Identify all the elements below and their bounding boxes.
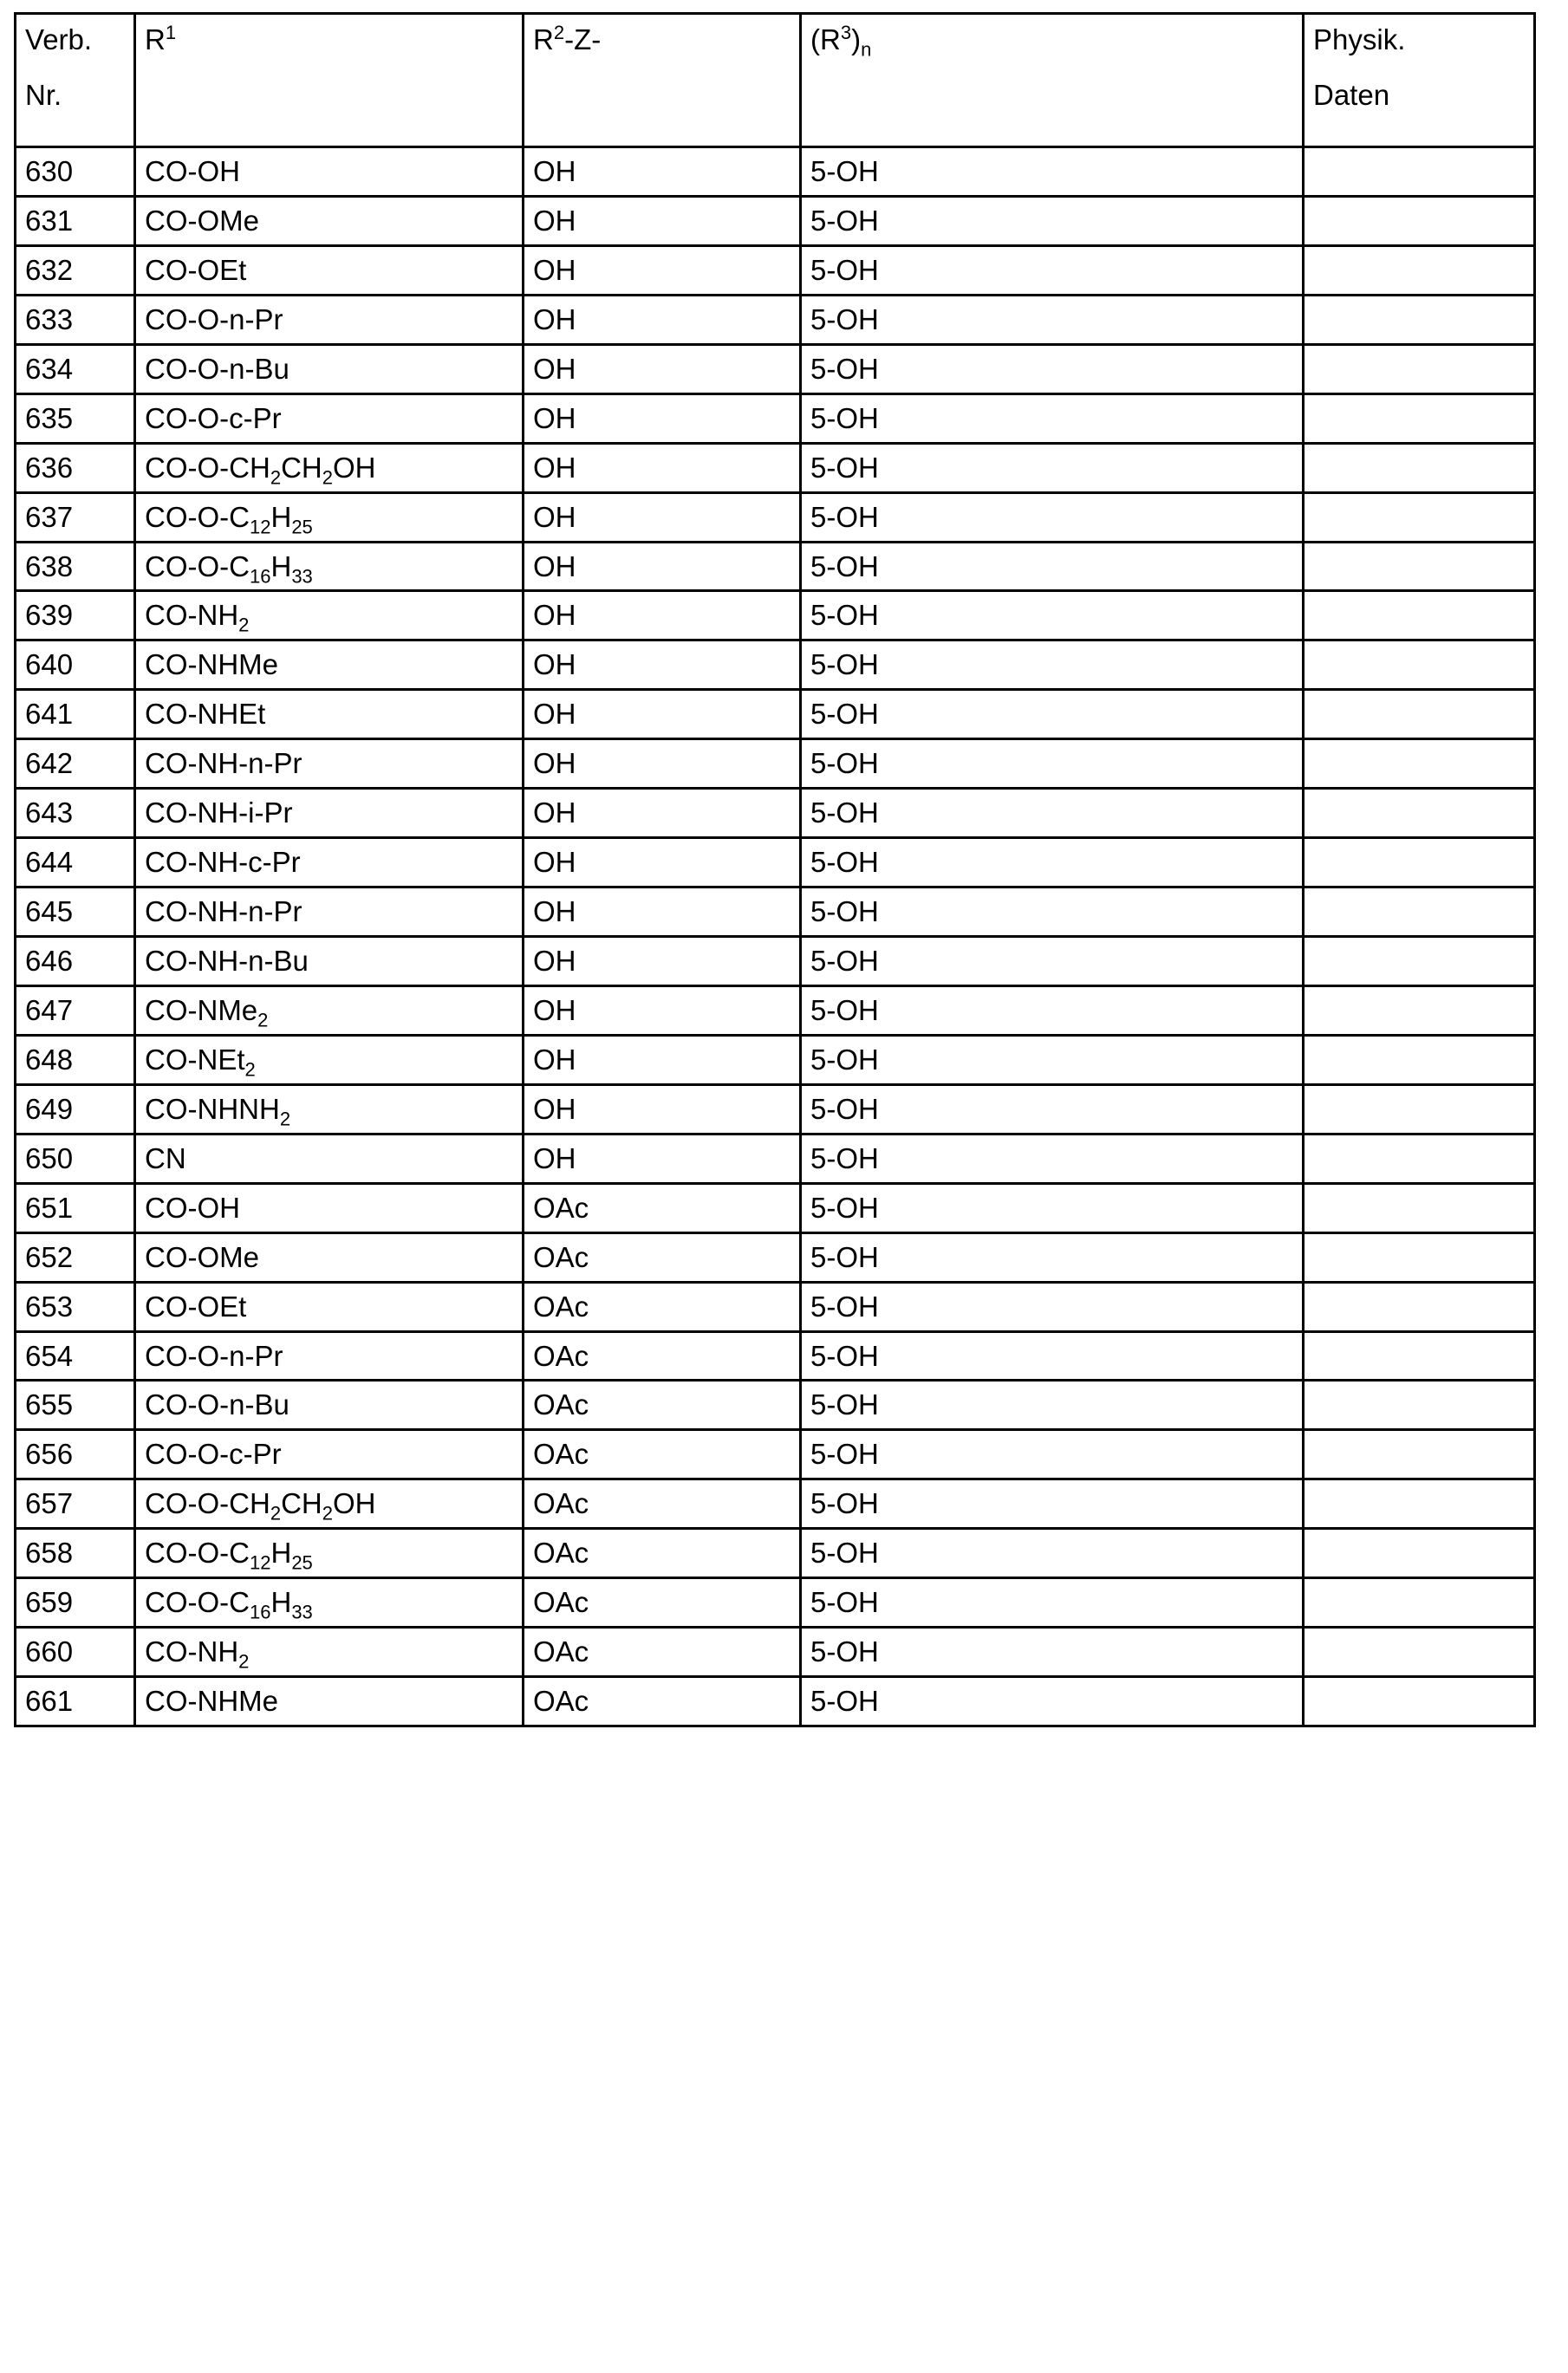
cell-r1: CO-NMe$_2$: [135, 985, 524, 1035]
cell-physical-data: [1304, 1134, 1535, 1183]
cell-compound-number: 653: [16, 1282, 135, 1331]
column-header-line1: $R^1$: [145, 22, 177, 55]
cell-r2z: OH: [524, 739, 801, 789]
cell-r1: $CO-O-C_{16}H_{33}$: [135, 542, 524, 591]
cell-physical-data: [1304, 1529, 1535, 1578]
cell-physical-data: [1304, 1035, 1535, 1084]
cell-r1: $CO-O-C_{12}H_{25}$: [135, 492, 524, 542]
table-row: [16, 147, 1535, 197]
cell-physical-data: [1304, 542, 1535, 591]
cell-r3n: 5-OH: [801, 245, 1304, 295]
column-header-r3n: [801, 14, 1304, 147]
cell-r1: CO-NH-n-Pr: [135, 739, 524, 789]
cell-compound-number: 637: [16, 492, 135, 542]
cell-r2z: OH: [524, 887, 801, 937]
table-row: [16, 1183, 1535, 1232]
cell-r1: $CO-O-CH_2CH_2OH$: [135, 443, 524, 492]
cell-physical-data: [1304, 838, 1535, 887]
cell-r2z: OH: [524, 245, 801, 295]
cell-compound-number: 648: [16, 1035, 135, 1084]
cell-r3n: 5-OH: [801, 1183, 1304, 1232]
cell-physical-data: [1304, 1331, 1535, 1381]
cell-r1: CO-OEt: [135, 1282, 524, 1331]
cell-physical-data: [1304, 443, 1535, 492]
cell-r2z: OH: [524, 789, 801, 838]
cell-compound-number: 651: [16, 1183, 135, 1232]
cell-r2z: OH: [524, 1084, 801, 1134]
cell-compound-number: 632: [16, 245, 135, 295]
cell-r2z: OH: [524, 591, 801, 640]
cell-compound-number: 650: [16, 1134, 135, 1183]
cell-compound-number: 642: [16, 739, 135, 789]
cell-r1: CO-NHMe: [135, 1677, 524, 1726]
compound-substituent-table: [14, 12, 1536, 1727]
table-row: [16, 887, 1535, 937]
cell-compound-number: 646: [16, 937, 135, 986]
cell-r3n: 5-OH: [801, 196, 1304, 245]
cell-r1: CO-OMe: [135, 1232, 524, 1282]
cell-physical-data: [1304, 887, 1535, 937]
cell-physical-data: [1304, 1183, 1535, 1232]
cell-r1: CO-O-n-Bu: [135, 1381, 524, 1430]
cell-r2z: OH: [524, 985, 801, 1035]
cell-r2z: OAc: [524, 1381, 801, 1430]
cell-r1: CO-OMe: [135, 196, 524, 245]
cell-physical-data: [1304, 739, 1535, 789]
cell-r3n: 5-OH: [801, 1282, 1304, 1331]
column-header-line1: Physik.: [1313, 23, 1406, 55]
column-header-line1: Verb.: [25, 23, 93, 55]
cell-r1: CO-O-n-Pr: [135, 295, 524, 344]
cell-r3n: 5-OH: [801, 937, 1304, 986]
cell-r2z: OH: [524, 147, 801, 197]
cell-r3n: 5-OH: [801, 887, 1304, 937]
cell-r3n: 5-OH: [801, 1529, 1304, 1578]
table-row: [16, 492, 1535, 542]
table-row: [16, 1529, 1535, 1578]
cell-compound-number: 635: [16, 393, 135, 443]
cell-compound-number: 644: [16, 838, 135, 887]
cell-physical-data: [1304, 295, 1535, 344]
table-row: [16, 739, 1535, 789]
cell-r1: CO-O-c-Pr: [135, 1430, 524, 1479]
cell-r2z: OAc: [524, 1677, 801, 1726]
cell-physical-data: [1304, 640, 1535, 690]
cell-physical-data: [1304, 344, 1535, 393]
table-row: [16, 393, 1535, 443]
column-header-line2: Nr.: [25, 78, 62, 111]
cell-r3n: 5-OH: [801, 838, 1304, 887]
cell-physical-data: [1304, 937, 1535, 986]
cell-compound-number: 647: [16, 985, 135, 1035]
cell-r1: $CO-O-CH_2CH_2OH$: [135, 1479, 524, 1529]
table-row: [16, 1430, 1535, 1479]
cell-r3n: 5-OH: [801, 295, 1304, 344]
cell-physical-data: [1304, 1381, 1535, 1430]
table-row: [16, 937, 1535, 986]
cell-compound-number: 654: [16, 1331, 135, 1381]
table-row: [16, 1479, 1535, 1529]
column-header-line1: $(R^3)_n$: [810, 22, 872, 61]
cell-compound-number: 658: [16, 1529, 135, 1578]
cell-r2z: OH: [524, 690, 801, 739]
cell-r2z: OH: [524, 542, 801, 591]
cell-r1: CO-O-n-Bu: [135, 344, 524, 393]
cell-r1: CO-NEt$_2$: [135, 1035, 524, 1084]
cell-r3n: 5-OH: [801, 492, 1304, 542]
cell-r1: CO-OH: [135, 1183, 524, 1232]
cell-r2z: OH: [524, 295, 801, 344]
cell-r2z: OH: [524, 937, 801, 986]
table-row: [16, 985, 1535, 1035]
table-row: [16, 690, 1535, 739]
cell-compound-number: 652: [16, 1232, 135, 1282]
table-row: [16, 1628, 1535, 1677]
cell-r3n: 5-OH: [801, 690, 1304, 739]
cell-r2z: OAc: [524, 1282, 801, 1331]
column-header-r2z: [524, 14, 801, 147]
cell-r3n: 5-OH: [801, 1134, 1304, 1183]
cell-compound-number: 639: [16, 591, 135, 640]
cell-compound-number: 633: [16, 295, 135, 344]
cell-r1: $CO-NHNH_2$: [135, 1084, 524, 1134]
cell-physical-data: [1304, 1430, 1535, 1479]
cell-r3n: 5-OH: [801, 1381, 1304, 1430]
cell-physical-data: [1304, 1282, 1535, 1331]
table-row: [16, 443, 1535, 492]
column-header-physical-data: [1304, 14, 1535, 147]
cell-physical-data: [1304, 245, 1535, 295]
cell-compound-number: 630: [16, 147, 135, 197]
cell-r1: CO-O-c-Pr: [135, 393, 524, 443]
cell-r3n: 5-OH: [801, 1331, 1304, 1381]
cell-physical-data: [1304, 492, 1535, 542]
cell-r3n: 5-OH: [801, 1479, 1304, 1529]
cell-r2z: OAc: [524, 1183, 801, 1232]
cell-r1: CO-NH-n-Pr: [135, 887, 524, 937]
cell-compound-number: 638: [16, 542, 135, 591]
cell-compound-number: 643: [16, 789, 135, 838]
column-header-r1: [135, 14, 524, 147]
cell-r2z: OAc: [524, 1232, 801, 1282]
cell-r1: $CO-O-C_{12}H_{25}$: [135, 1529, 524, 1578]
cell-compound-number: 649: [16, 1084, 135, 1134]
cell-r1: CO-OH: [135, 147, 524, 197]
cell-r2z: OH: [524, 1035, 801, 1084]
cell-compound-number: 641: [16, 690, 135, 739]
table-row: [16, 838, 1535, 887]
cell-r2z: OH: [524, 344, 801, 393]
table-row: [16, 1134, 1535, 1183]
cell-physical-data: [1304, 789, 1535, 838]
table-row: [16, 245, 1535, 295]
table-row: [16, 1084, 1535, 1134]
cell-physical-data: [1304, 591, 1535, 640]
table-row: [16, 542, 1535, 591]
cell-r3n: 5-OH: [801, 344, 1304, 393]
cell-physical-data: [1304, 1578, 1535, 1628]
cell-compound-number: 655: [16, 1381, 135, 1430]
cell-r3n: 5-OH: [801, 1677, 1304, 1726]
cell-physical-data: [1304, 393, 1535, 443]
cell-r1: CO-NH-c-Pr: [135, 838, 524, 887]
cell-r2z: OH: [524, 393, 801, 443]
table-header-row: [16, 14, 1535, 147]
cell-r3n: 5-OH: [801, 393, 1304, 443]
cell-physical-data: [1304, 1232, 1535, 1282]
table-row: [16, 1381, 1535, 1430]
cell-r3n: 5-OH: [801, 789, 1304, 838]
cell-compound-number: 657: [16, 1479, 135, 1529]
table-header: [16, 14, 1535, 147]
cell-r2z: OH: [524, 640, 801, 690]
table-row: [16, 1282, 1535, 1331]
cell-r1: CO-OEt: [135, 245, 524, 295]
table-row: [16, 640, 1535, 690]
cell-r3n: 5-OH: [801, 640, 1304, 690]
table-row: [16, 1035, 1535, 1084]
cell-r3n: 5-OH: [801, 985, 1304, 1035]
cell-physical-data: [1304, 147, 1535, 197]
cell-physical-data: [1304, 1628, 1535, 1677]
cell-r3n: 5-OH: [801, 1035, 1304, 1084]
cell-r2z: OH: [524, 492, 801, 542]
cell-physical-data: [1304, 196, 1535, 245]
column-header-compound-number: [16, 14, 135, 147]
cell-r2z: OAc: [524, 1331, 801, 1381]
cell-r2z: OAc: [524, 1529, 801, 1578]
table-row: [16, 1578, 1535, 1628]
table-row: [16, 591, 1535, 640]
cell-r3n: 5-OH: [801, 1628, 1304, 1677]
cell-physical-data: [1304, 1677, 1535, 1726]
cell-r1: CO-NHMe: [135, 640, 524, 690]
cell-r3n: 5-OH: [801, 739, 1304, 789]
cell-r3n: 5-OH: [801, 1084, 1304, 1134]
cell-r2z: OAc: [524, 1578, 801, 1628]
cell-r2z: OAc: [524, 1628, 801, 1677]
cell-physical-data: [1304, 1479, 1535, 1529]
cell-r1: CO-NHEt: [135, 690, 524, 739]
cell-compound-number: 634: [16, 344, 135, 393]
cell-physical-data: [1304, 690, 1535, 739]
cell-r2z: OH: [524, 838, 801, 887]
cell-r1: $CO-NH_2$: [135, 591, 524, 640]
cell-r1: CN: [135, 1134, 524, 1183]
column-header-line1: $R^2-Z-$: [533, 22, 602, 55]
cell-r3n: 5-OH: [801, 542, 1304, 591]
cell-compound-number: 661: [16, 1677, 135, 1726]
cell-compound-number: 645: [16, 887, 135, 937]
cell-compound-number: 656: [16, 1430, 135, 1479]
table-row: [16, 1331, 1535, 1381]
cell-r2z: OH: [524, 196, 801, 245]
cell-r1: $CO-NH_2$: [135, 1628, 524, 1677]
cell-compound-number: 640: [16, 640, 135, 690]
column-header-line2: Daten: [1313, 78, 1390, 111]
cell-compound-number: 660: [16, 1628, 135, 1677]
cell-r1: CO-NH-i-Pr: [135, 789, 524, 838]
cell-r3n: 5-OH: [801, 591, 1304, 640]
cell-r1: CO-NH-n-Bu: [135, 937, 524, 986]
cell-r2z: OH: [524, 443, 801, 492]
cell-r2z: OAc: [524, 1430, 801, 1479]
cell-r1: $CO-O-C_{16}H_{33}$: [135, 1578, 524, 1628]
cell-physical-data: [1304, 985, 1535, 1035]
cell-compound-number: 631: [16, 196, 135, 245]
cell-physical-data: [1304, 1084, 1535, 1134]
table-body: [16, 147, 1535, 1726]
cell-r3n: 5-OH: [801, 1430, 1304, 1479]
cell-r3n: 5-OH: [801, 1232, 1304, 1282]
cell-compound-number: 659: [16, 1578, 135, 1628]
cell-r3n: 5-OH: [801, 443, 1304, 492]
table-row: [16, 1232, 1535, 1282]
table-row: [16, 295, 1535, 344]
cell-r3n: 5-OH: [801, 1578, 1304, 1628]
cell-r2z: OH: [524, 1134, 801, 1183]
table-row: [16, 344, 1535, 393]
cell-r2z: OAc: [524, 1479, 801, 1529]
cell-r3n: 5-OH: [801, 147, 1304, 197]
cell-compound-number: 636: [16, 443, 135, 492]
table-row: [16, 789, 1535, 838]
table-row: [16, 1677, 1535, 1726]
cell-r1: CO-O-n-Pr: [135, 1331, 524, 1381]
table-row: [16, 196, 1535, 245]
